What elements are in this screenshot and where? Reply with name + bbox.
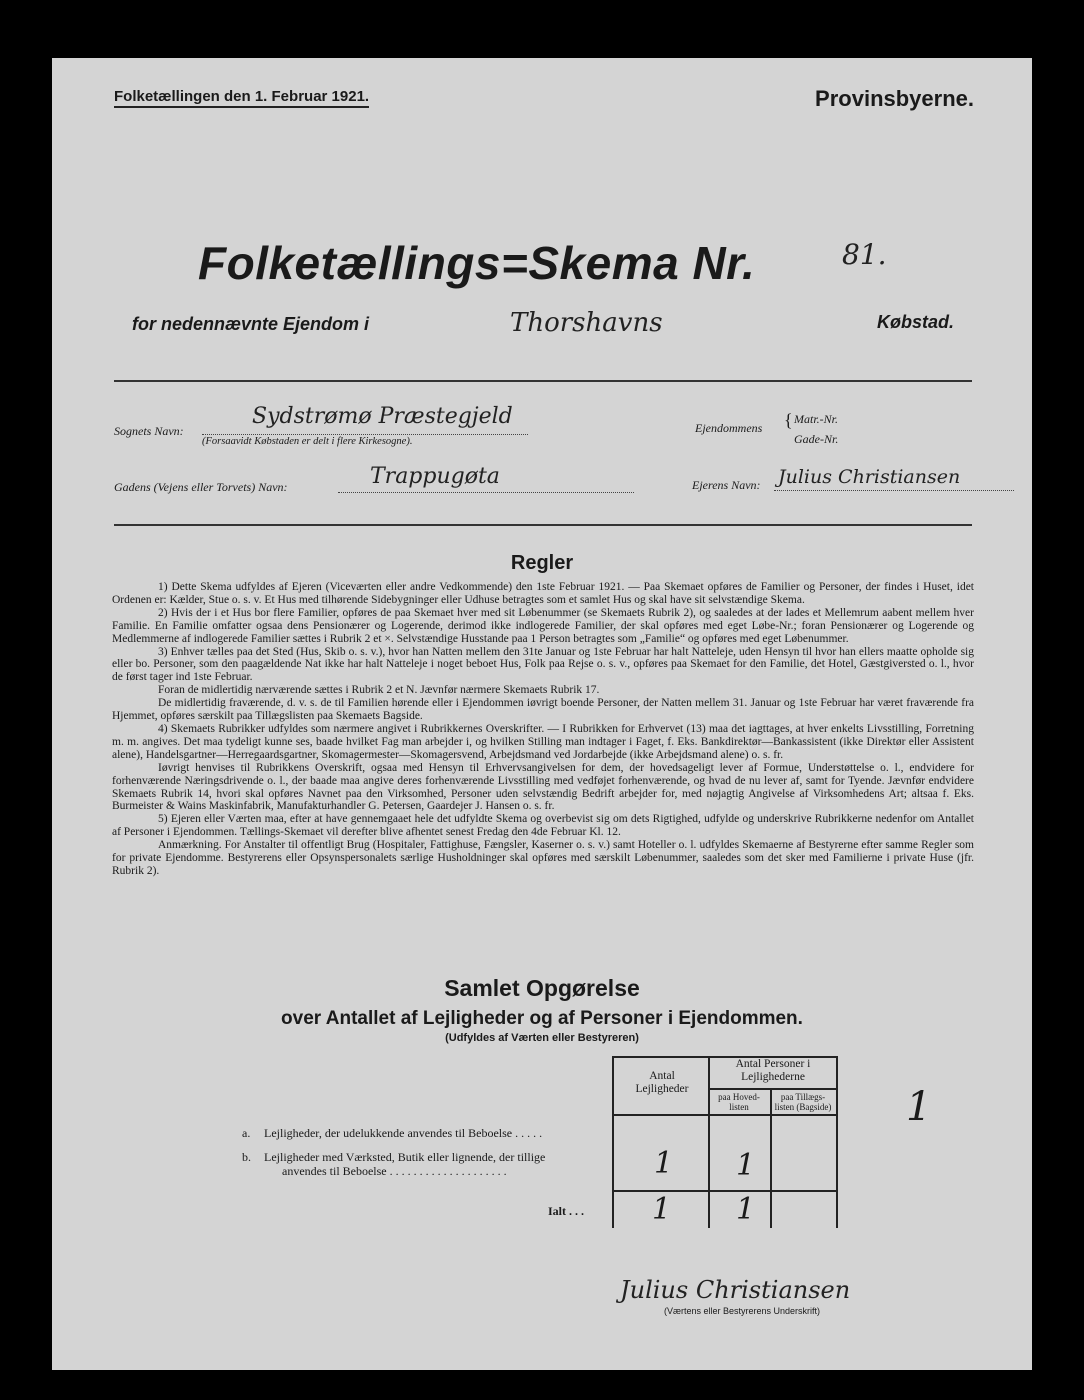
gade-nr-label: Gade-Nr. — [794, 432, 839, 446]
table-sub-line — [708, 1088, 838, 1090]
rule-paragraph: De midlertidig fraværende, d. v. s. de til Familien hørende eller i Ejendommen iøvrigt boende Personer, der Natten mellem 31. Januar og 1ste Februar har været fraværende fra Hjemmet, opføres særskilt paa Tillægslisten paa Skemaets Bagside. — [112, 697, 974, 723]
rule-paragraph: 4) Skemaets Rubrikker udfyldes som nærmere angivet i Rubrikkernes Overskrifter. — I Rubrikken for Erhvervet (13) maa det iagttages, at hver enkelts Livsstilling, Forretning m. m. angives. Det maa tydeligt kunne ses, baade hvilket Fag man arbejder i, og hvilken Stilling man indtager i Faget, f. Eks. Bankdirektør—Bankassistent (ikke Direktør eller Assistent alene), Handelsgartner—Herregaardsgartner, Skomagermester—Skomagersvend, Arbejdsmand ved Jordarbejde (ikke Arbejdsmand alene) o. s. fr. — [112, 722, 974, 761]
parish-note: (Forsaavidt Købstaden er delt i flere Kirkesogne). — [202, 436, 413, 447]
rule-paragraph: 1) Dette Skema udfyldes af Ejeren (Viceværten eller andre Vedkommende) den 1ste Februar 1921. — Paa Skemaet opføres de Familier og Personer, der findes i Huset, idet Ordenen er: Kælder, Stue o. s. v. Et Hus med tilhørende Sidebygninger eller Udhuse betragtes som et samlet Hus og skal have sit selvstændige Skema. — [112, 581, 974, 606]
town-handwritten: Thorshavns — [510, 308, 663, 338]
b-antal-handwritten: 1 — [654, 1146, 674, 1181]
form-title: Folketællings=Skema Nr. — [198, 237, 756, 289]
rule-paragraph: 3) Enhver tælles paa det Sted (Hus, Skib o. s. v.), hvor han Natten mellem den 31te Januar og 1ste Februar har halt Natteleje, uden Hensyn til hvor han ellers maatte opholde sig eller bo. Personer, som den paagældende Nat ikke har halt Natteleje i noget beboet Hus, Folk paa Rejse o. s. v., opføres paa Skemaet for den Familie, det Hotel, Gæstgiversted o. l., hvor de først tager ind 1ste Februar. — [112, 645, 974, 684]
row-b-letter: b. — [242, 1150, 251, 1164]
census-date-header: Folketællingen den 1. Februar 1921. — [114, 88, 369, 108]
table-total-line — [612, 1190, 838, 1192]
parish-handwritten: Sydstrømø Præstegjeld — [252, 404, 513, 429]
rules-title: Regler — [510, 552, 574, 574]
col-personer-header: Antal Personer i Lejlighederne — [735, 1058, 811, 1083]
row-ialt-label: Ialt . . . — [548, 1204, 584, 1218]
col-tillaeg-header: paa Tillægs-listen (Bagside) — [774, 1092, 832, 1112]
ialt-hoved-handwritten: 1 — [736, 1192, 756, 1227]
property-number-label: Ejendommens — [695, 421, 763, 435]
parish-label: Sognets Navn: — [114, 424, 184, 438]
owner-label: Ejerens Navn: — [692, 478, 761, 492]
rule-paragraph: Iøvrigt henvises til Rubrikkens Overskrift, ogsaa med Hensyn til Erhvervsangivelsen for dem, der hovedsageligt lever af Formue, Understøttelse o. l., endvidere for forhenværende Næringsdrivende o. l., der baade maa angive deres forhenværende Livsstilling med vedføjet forhenværende, og hvad de nu lever af, samt for Tyende. Jævnfør endvidere Skemaets Rubrik 14, hvori skal opføres Navnet paa den Virksomhed, Personer uden selvstændig Bedrift arbejder for, med nøjagtig Angivelse af Virksomhedens Art; altsaa f. Eks. Burmeister & Wains Maskinfabrik, Manufakturhandler G. Petersen, Gaardejer J. Hansen o. s. fr. — [112, 761, 974, 813]
rules-text — [112, 581, 974, 878]
signature-caption: (Værtens eller Bestyrerens Underskrift) — [664, 1306, 821, 1316]
row-a-letter: a. — [242, 1126, 251, 1140]
matr-label: Matr.-Nr. — [794, 412, 839, 426]
property-label: for nedennævnte Ejendom i — [132, 314, 370, 334]
col-antal-header: Antal Lejligheder — [635, 1070, 689, 1095]
brace: { — [784, 410, 793, 430]
summary-subtitle: over Antallet af Lejligheder og af Personer i Ejendommen. — [281, 1008, 803, 1029]
signature-handwritten: Julius Christiansen — [620, 1276, 851, 1304]
form-number-handwritten: 81. — [842, 238, 887, 271]
table-col-line — [836, 1056, 838, 1228]
table-header-line — [612, 1114, 838, 1116]
rule-paragraph: Foran de midlertidig nærværende sættes i Rubrik 2 et N. Jævnfør nærmere Skemaets Rubrik 17. — [158, 684, 600, 697]
row-a-label: Lejligheder, der udelukkende anvendes til Beboelse . . . . . — [264, 1126, 543, 1140]
divider-middle — [114, 524, 972, 526]
margin-mark-handwritten: 1 — [906, 1084, 932, 1130]
kobstad-label: Købstad. — [876, 312, 954, 332]
parish-line — [202, 434, 528, 436]
owner-handwritten: Julius Christiansen — [778, 466, 961, 488]
street-line — [338, 492, 634, 494]
b-hoved-handwritten: 1 — [736, 1148, 756, 1183]
region-header: Provinsbyerne. — [815, 86, 974, 111]
summary-table — [242, 1056, 838, 1228]
rule-paragraph: 5) Ejeren eller Værten maa, efter at have gennemgaaet hele det udfyldte Skema og overbevist sig om dets Rigtighed, udfylde og underskrive Rubrikkerne nedenfor om Antallet af Personer i Ejendommen. Tællings-Skemaet vil derefter blive afhentet senest Fredag den 4de Februar Kl. 12. — [112, 813, 974, 839]
rule-note: Anmærkning. For Anstalter til offentligt Brug (Hospitaler, Fattighuse, Fængsler, Kaserner o. s. v.) samt Hoteller o. l. udfyldes Skemaerne af Bestyrerne efter samme Regler som for private Ejendomme. Bestyrerens eller Opsynspersonalets særlige Husholdninger skal opføres med særskilt Løbenummer, saaledes som det sker med Familierne i private Huse (jfr. Rubrik 2). — [112, 839, 974, 877]
street-label: Gadens (Vejens eller Torvets) Navn: — [114, 480, 288, 494]
owner-line — [774, 490, 1014, 492]
row-b-label-cont: anvendes til Beboelse . . . . . . . . . . . . . . . . . . . . — [282, 1164, 507, 1178]
table-col-line — [708, 1056, 710, 1228]
ialt-antal-handwritten: 1 — [652, 1192, 672, 1227]
row-b-label: Lejligheder med Værksted, Butik eller lignende, der tillige — [264, 1150, 546, 1164]
divider-top — [114, 380, 972, 382]
summary-note: (Udfyldes af Værten eller Bestyreren) — [445, 1032, 639, 1044]
col-hoved-header: paa Hoved-listen — [718, 1092, 760, 1112]
rule-paragraph: 2) Hvis der i et Hus bor flere Familier, opføres de paa Skemaet hver med sit Løbenummer (se Skemaets Rubrik 2), og saaledes at der lades et Mellemrum aabent mellem hver Familie. En Familie omfatter ogsaa dens Pensionærer og Logerende, derimod ikke indlogerede Familier, der skal opføres med eget Løbe-Nr.; foran Pensionærer og Logerende og Medlemmerne af indlogerede Familier sættes i Rubrik 2 et ×. Selvstændige Husstande paa 1 Person betragtes som „Familie“ og opføres med eget Løbenummer. — [112, 606, 974, 645]
street-handwritten: Trappugøta — [370, 464, 500, 489]
table-col-line — [612, 1056, 614, 1228]
census-form-page — [52, 58, 1032, 1370]
summary-title: Samlet Opgørelse — [444, 975, 640, 1001]
